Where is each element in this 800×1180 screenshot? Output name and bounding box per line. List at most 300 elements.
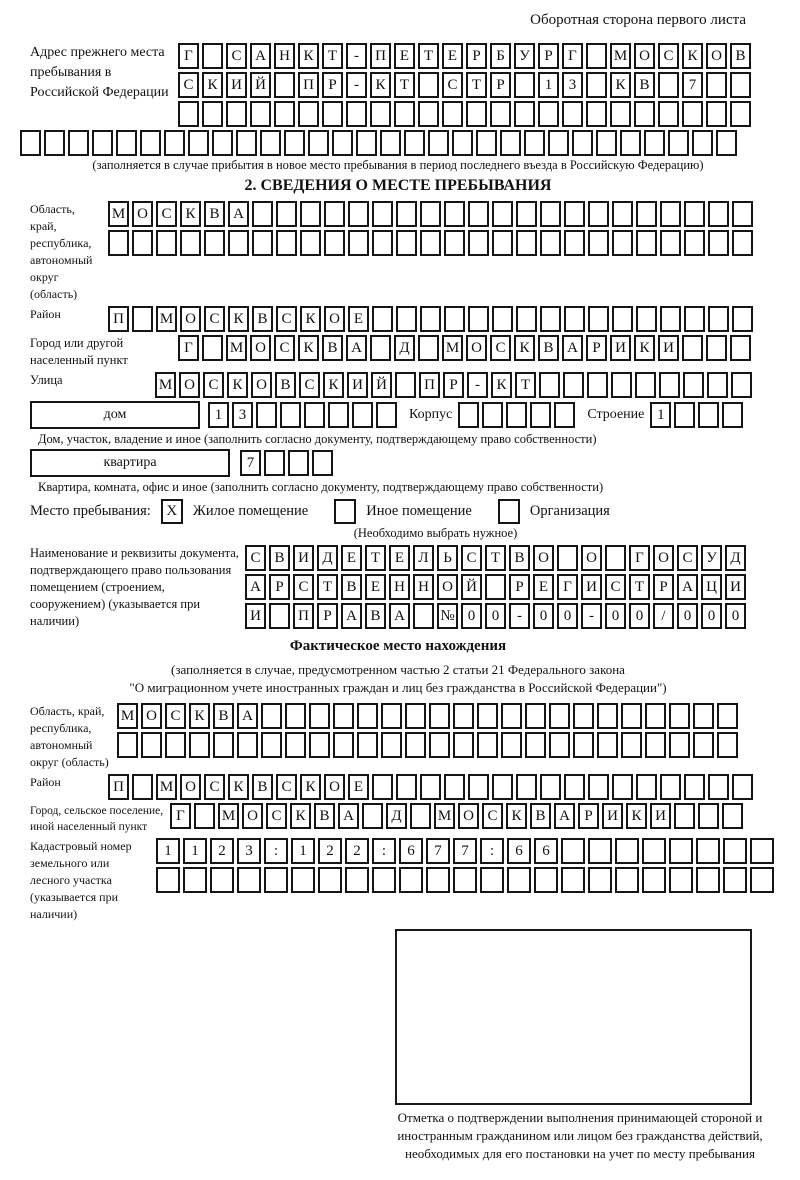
char-cell[interactable] xyxy=(372,230,393,256)
char-cell[interactable] xyxy=(645,732,666,758)
char-cell[interactable]: С xyxy=(266,803,287,829)
char-cell[interactable] xyxy=(372,867,396,893)
char-cell[interactable] xyxy=(372,306,393,332)
char-cell[interactable] xyxy=(540,230,561,256)
char-cell[interactable] xyxy=(706,72,727,98)
char-cell[interactable]: Е xyxy=(348,306,369,332)
char-cell[interactable] xyxy=(692,130,713,156)
char-cell[interactable]: П xyxy=(108,774,129,800)
char-cell[interactable] xyxy=(723,867,747,893)
char-cell[interactable] xyxy=(636,774,657,800)
char-cell[interactable]: О xyxy=(251,372,272,398)
char-cell[interactable]: В xyxy=(322,335,343,361)
char-cell[interactable] xyxy=(564,201,585,227)
char-cell[interactable]: И xyxy=(725,574,746,600)
char-cell[interactable]: Р xyxy=(578,803,599,829)
char-cell[interactable] xyxy=(357,732,378,758)
char-cell[interactable]: Г xyxy=(557,574,578,600)
char-cell[interactable] xyxy=(538,101,559,127)
stay-option-organization-checkbox[interactable] xyxy=(498,499,520,524)
char-cell[interactable]: В xyxy=(530,803,551,829)
char-cell[interactable] xyxy=(183,867,207,893)
char-cell[interactable] xyxy=(395,372,416,398)
char-cell[interactable] xyxy=(132,774,153,800)
char-cell[interactable] xyxy=(442,101,463,127)
char-cell[interactable]: С xyxy=(276,306,297,332)
char-cell[interactable] xyxy=(706,335,727,361)
char-cell[interactable]: 7 xyxy=(682,72,703,98)
char-cell[interactable]: 2 xyxy=(318,838,342,864)
char-cell[interactable] xyxy=(482,402,503,428)
char-cell[interactable]: Т xyxy=(394,72,415,98)
char-cell[interactable] xyxy=(534,867,558,893)
char-cell[interactable] xyxy=(188,130,209,156)
char-cell[interactable] xyxy=(256,402,277,428)
char-cell[interactable]: В xyxy=(634,72,655,98)
char-cell[interactable] xyxy=(304,402,325,428)
char-cell[interactable]: В xyxy=(252,774,273,800)
char-cell[interactable] xyxy=(750,867,774,893)
char-cell[interactable] xyxy=(530,402,551,428)
char-cell[interactable] xyxy=(237,732,258,758)
char-cell[interactable] xyxy=(396,774,417,800)
char-cell[interactable] xyxy=(410,803,431,829)
char-cell[interactable] xyxy=(539,372,560,398)
char-cell[interactable]: Е xyxy=(442,43,463,69)
char-cell[interactable]: Т xyxy=(466,72,487,98)
char-cell[interactable] xyxy=(682,335,703,361)
char-cell[interactable]: О xyxy=(132,201,153,227)
char-cell[interactable]: В xyxy=(341,574,362,600)
char-cell[interactable]: Д xyxy=(394,335,415,361)
char-cell[interactable]: Б xyxy=(490,43,511,69)
char-cell[interactable] xyxy=(318,867,342,893)
char-cell[interactable]: Е xyxy=(365,574,386,600)
char-cell[interactable] xyxy=(466,101,487,127)
char-cell[interactable]: А xyxy=(237,703,258,729)
char-cell[interactable] xyxy=(420,230,441,256)
char-cell[interactable] xyxy=(108,230,129,256)
char-cell[interactable]: П xyxy=(419,372,440,398)
char-cell[interactable]: К xyxy=(189,703,210,729)
char-cell[interactable] xyxy=(708,230,729,256)
char-cell[interactable] xyxy=(285,732,306,758)
char-cell[interactable]: 6 xyxy=(399,838,423,864)
char-cell[interactable]: Т xyxy=(515,372,536,398)
char-cell[interactable]: С xyxy=(274,335,295,361)
char-cell[interactable] xyxy=(237,867,261,893)
char-cell[interactable] xyxy=(490,101,511,127)
char-cell[interactable]: 3 xyxy=(562,72,583,98)
char-cell[interactable] xyxy=(210,867,234,893)
char-cell[interactable]: С xyxy=(299,372,320,398)
char-cell[interactable] xyxy=(476,130,497,156)
char-cell[interactable] xyxy=(269,603,290,629)
char-cell[interactable] xyxy=(597,703,618,729)
char-cell[interactable] xyxy=(501,732,522,758)
char-cell[interactable] xyxy=(264,450,285,476)
char-cell[interactable]: К xyxy=(228,774,249,800)
char-cell[interactable] xyxy=(730,72,751,98)
char-cell[interactable]: О xyxy=(706,43,727,69)
char-cell[interactable] xyxy=(548,130,569,156)
char-cell[interactable] xyxy=(564,774,585,800)
char-cell[interactable]: Д xyxy=(317,545,338,571)
char-cell[interactable] xyxy=(660,201,681,227)
char-cell[interactable]: Р xyxy=(509,574,530,600)
char-cell[interactable] xyxy=(698,803,719,829)
char-cell[interactable] xyxy=(615,838,639,864)
char-cell[interactable] xyxy=(506,402,527,428)
char-cell[interactable]: С xyxy=(204,306,225,332)
char-cell[interactable] xyxy=(588,230,609,256)
char-cell[interactable]: А xyxy=(341,603,362,629)
char-cell[interactable]: К xyxy=(180,201,201,227)
char-cell[interactable] xyxy=(717,703,738,729)
char-cell[interactable]: И xyxy=(293,545,314,571)
char-cell[interactable] xyxy=(572,130,593,156)
char-cell[interactable]: С xyxy=(226,43,247,69)
char-cell[interactable]: О xyxy=(634,43,655,69)
char-cell[interactable]: № xyxy=(437,603,458,629)
char-cell[interactable] xyxy=(730,335,751,361)
char-cell[interactable] xyxy=(492,306,513,332)
char-cell[interactable] xyxy=(698,402,719,428)
char-cell[interactable]: М xyxy=(442,335,463,361)
char-cell[interactable]: 0 xyxy=(605,603,626,629)
char-cell[interactable] xyxy=(357,703,378,729)
char-cell[interactable]: Г xyxy=(629,545,650,571)
char-cell[interactable] xyxy=(312,450,333,476)
char-cell[interactable]: О xyxy=(242,803,263,829)
char-cell[interactable]: О xyxy=(458,803,479,829)
char-cell[interactable] xyxy=(612,774,633,800)
char-cell[interactable]: А xyxy=(562,335,583,361)
char-cell[interactable]: Н xyxy=(413,574,434,600)
char-cell[interactable]: 1 xyxy=(183,838,207,864)
char-cell[interactable]: В xyxy=(365,603,386,629)
char-cell[interactable]: Й xyxy=(371,372,392,398)
char-cell[interactable] xyxy=(228,230,249,256)
char-cell[interactable] xyxy=(514,72,535,98)
char-cell[interactable]: С xyxy=(178,72,199,98)
char-cell[interactable]: 2 xyxy=(345,838,369,864)
char-cell[interactable] xyxy=(250,101,271,127)
char-cell[interactable]: М xyxy=(155,372,176,398)
char-cell[interactable]: И xyxy=(245,603,266,629)
char-cell[interactable] xyxy=(453,732,474,758)
char-cell[interactable] xyxy=(236,130,257,156)
char-cell[interactable] xyxy=(324,201,345,227)
char-cell[interactable] xyxy=(516,774,537,800)
char-cell[interactable]: О xyxy=(250,335,271,361)
char-cell[interactable] xyxy=(587,372,608,398)
char-cell[interactable]: 3 xyxy=(237,838,261,864)
char-cell[interactable] xyxy=(485,574,506,600)
char-cell[interactable]: С xyxy=(203,372,224,398)
char-cell[interactable] xyxy=(324,230,345,256)
char-cell[interactable]: О xyxy=(180,774,201,800)
char-cell[interactable] xyxy=(348,201,369,227)
char-cell[interactable]: 1 xyxy=(208,402,229,428)
char-cell[interactable]: О xyxy=(653,545,674,571)
char-cell[interactable]: К xyxy=(227,372,248,398)
char-cell[interactable] xyxy=(288,450,309,476)
char-cell[interactable]: Т xyxy=(365,545,386,571)
char-cell[interactable] xyxy=(525,703,546,729)
char-cell[interactable]: К xyxy=(202,72,223,98)
char-cell[interactable] xyxy=(597,732,618,758)
char-cell[interactable]: А xyxy=(338,803,359,829)
char-cell[interactable] xyxy=(352,402,373,428)
char-cell[interactable] xyxy=(477,732,498,758)
char-cell[interactable]: С xyxy=(658,43,679,69)
char-cell[interactable]: М xyxy=(218,803,239,829)
char-cell[interactable] xyxy=(525,732,546,758)
char-cell[interactable]: Е xyxy=(348,774,369,800)
char-cell[interactable] xyxy=(274,101,295,127)
char-cell[interactable] xyxy=(420,306,441,332)
char-cell[interactable]: М xyxy=(610,43,631,69)
char-cell[interactable]: Г xyxy=(178,43,199,69)
char-cell[interactable] xyxy=(291,867,315,893)
char-cell[interactable]: 0 xyxy=(629,603,650,629)
char-cell[interactable]: А xyxy=(554,803,575,829)
char-cell[interactable]: - xyxy=(509,603,530,629)
char-cell[interactable] xyxy=(684,774,705,800)
char-cell[interactable] xyxy=(683,372,704,398)
char-cell[interactable] xyxy=(381,703,402,729)
char-cell[interactable]: В xyxy=(252,306,273,332)
char-cell[interactable] xyxy=(468,201,489,227)
char-cell[interactable] xyxy=(596,130,617,156)
char-cell[interactable] xyxy=(252,201,273,227)
char-cell[interactable]: П xyxy=(370,43,391,69)
char-cell[interactable] xyxy=(612,230,633,256)
char-cell[interactable]: Ц xyxy=(701,574,722,600)
char-cell[interactable]: С xyxy=(490,335,511,361)
char-cell[interactable] xyxy=(634,101,655,127)
char-cell[interactable]: : xyxy=(480,838,504,864)
char-cell[interactable]: Л xyxy=(413,545,434,571)
char-cell[interactable]: У xyxy=(514,43,535,69)
char-cell[interactable]: С xyxy=(442,72,463,98)
char-cell[interactable] xyxy=(561,838,585,864)
char-cell[interactable] xyxy=(706,101,727,127)
char-cell[interactable]: К xyxy=(682,43,703,69)
char-cell[interactable] xyxy=(452,130,473,156)
char-cell[interactable] xyxy=(285,703,306,729)
char-cell[interactable] xyxy=(356,130,377,156)
char-cell[interactable] xyxy=(396,306,417,332)
char-cell[interactable] xyxy=(730,101,751,127)
char-cell[interactable] xyxy=(308,130,329,156)
char-cell[interactable] xyxy=(468,306,489,332)
char-cell[interactable]: И xyxy=(226,72,247,98)
char-cell[interactable]: 0 xyxy=(677,603,698,629)
char-cell[interactable]: С xyxy=(156,201,177,227)
char-cell[interactable] xyxy=(562,101,583,127)
char-cell[interactable]: С xyxy=(276,774,297,800)
char-cell[interactable] xyxy=(605,545,626,571)
char-cell[interactable] xyxy=(636,230,657,256)
char-cell[interactable] xyxy=(644,130,665,156)
char-cell[interactable]: М xyxy=(434,803,455,829)
char-cell[interactable]: 6 xyxy=(507,838,531,864)
char-cell[interactable] xyxy=(180,230,201,256)
char-cell[interactable]: 0 xyxy=(461,603,482,629)
char-cell[interactable]: К xyxy=(370,72,391,98)
char-cell[interactable] xyxy=(202,43,223,69)
char-cell[interactable] xyxy=(668,130,689,156)
char-cell[interactable] xyxy=(620,130,641,156)
char-cell[interactable] xyxy=(68,130,89,156)
char-cell[interactable] xyxy=(722,402,743,428)
char-cell[interactable] xyxy=(557,545,578,571)
char-cell[interactable] xyxy=(156,867,180,893)
char-cell[interactable] xyxy=(322,101,343,127)
char-cell[interactable] xyxy=(212,130,233,156)
char-cell[interactable] xyxy=(444,306,465,332)
char-cell[interactable]: В xyxy=(275,372,296,398)
char-cell[interactable]: Р xyxy=(538,43,559,69)
char-cell[interactable] xyxy=(658,101,679,127)
char-cell[interactable] xyxy=(492,774,513,800)
char-cell[interactable] xyxy=(260,130,281,156)
char-cell[interactable] xyxy=(458,402,479,428)
char-cell[interactable] xyxy=(132,306,153,332)
char-cell[interactable]: И xyxy=(610,335,631,361)
char-cell[interactable]: К xyxy=(506,803,527,829)
char-cell[interactable]: О xyxy=(179,372,200,398)
char-cell[interactable] xyxy=(516,230,537,256)
char-cell[interactable] xyxy=(164,130,185,156)
char-cell[interactable]: В xyxy=(730,43,751,69)
char-cell[interactable]: Е xyxy=(341,545,362,571)
char-cell[interactable] xyxy=(586,43,607,69)
char-cell[interactable] xyxy=(612,201,633,227)
char-cell[interactable] xyxy=(492,201,513,227)
char-cell[interactable]: С xyxy=(482,803,503,829)
char-cell[interactable]: К xyxy=(300,306,321,332)
char-cell[interactable] xyxy=(189,732,210,758)
char-cell[interactable] xyxy=(381,732,402,758)
char-cell[interactable] xyxy=(418,335,439,361)
char-cell[interactable] xyxy=(276,201,297,227)
char-cell[interactable] xyxy=(399,867,423,893)
char-cell[interactable]: Г xyxy=(170,803,191,829)
char-cell[interactable] xyxy=(674,803,695,829)
char-cell[interactable]: 1 xyxy=(156,838,180,864)
char-cell[interactable]: С xyxy=(677,545,698,571)
char-cell[interactable] xyxy=(300,230,321,256)
char-cell[interactable] xyxy=(516,201,537,227)
char-cell[interactable]: П xyxy=(108,306,129,332)
char-cell[interactable] xyxy=(540,201,561,227)
char-cell[interactable]: 0 xyxy=(557,603,578,629)
char-cell[interactable] xyxy=(372,201,393,227)
char-cell[interactable]: Т xyxy=(485,545,506,571)
char-cell[interactable] xyxy=(563,372,584,398)
char-cell[interactable] xyxy=(588,838,612,864)
char-cell[interactable]: - xyxy=(346,72,367,98)
char-cell[interactable]: О xyxy=(324,306,345,332)
char-cell[interactable]: С xyxy=(605,574,626,600)
char-cell[interactable]: А xyxy=(346,335,367,361)
char-cell[interactable] xyxy=(684,201,705,227)
char-cell[interactable]: Р xyxy=(586,335,607,361)
char-cell[interactable]: Г xyxy=(178,335,199,361)
char-cell[interactable]: А xyxy=(228,201,249,227)
char-cell[interactable] xyxy=(444,774,465,800)
char-cell[interactable]: / xyxy=(653,603,674,629)
char-cell[interactable]: К xyxy=(491,372,512,398)
char-cell[interactable]: К xyxy=(228,306,249,332)
char-cell[interactable]: О xyxy=(533,545,554,571)
char-cell[interactable] xyxy=(132,230,153,256)
char-cell[interactable] xyxy=(642,838,666,864)
char-cell[interactable] xyxy=(586,72,607,98)
char-cell[interactable]: С xyxy=(293,574,314,600)
char-cell[interactable]: И xyxy=(347,372,368,398)
char-cell[interactable]: Е xyxy=(394,43,415,69)
char-cell[interactable] xyxy=(468,774,489,800)
char-cell[interactable]: Е xyxy=(533,574,554,600)
char-cell[interactable]: В xyxy=(269,545,290,571)
char-cell[interactable] xyxy=(501,703,522,729)
char-cell[interactable] xyxy=(261,732,282,758)
char-cell[interactable]: 1 xyxy=(650,402,671,428)
char-cell[interactable]: А xyxy=(245,574,266,600)
char-cell[interactable] xyxy=(635,372,656,398)
stay-option-residential-checkbox[interactable]: X xyxy=(161,499,183,524)
char-cell[interactable] xyxy=(514,101,535,127)
char-cell[interactable] xyxy=(732,306,753,332)
char-cell[interactable] xyxy=(426,867,450,893)
char-cell[interactable] xyxy=(636,306,657,332)
char-cell[interactable] xyxy=(394,101,415,127)
char-cell[interactable] xyxy=(573,703,594,729)
char-cell[interactable] xyxy=(717,732,738,758)
char-cell[interactable] xyxy=(333,703,354,729)
char-cell[interactable] xyxy=(396,230,417,256)
char-cell[interactable] xyxy=(453,867,477,893)
char-cell[interactable]: Р xyxy=(269,574,290,600)
char-cell[interactable]: О xyxy=(581,545,602,571)
stay-option-other-checkbox[interactable] xyxy=(334,499,356,524)
char-cell[interactable] xyxy=(300,201,321,227)
char-cell[interactable]: Т xyxy=(629,574,650,600)
char-cell[interactable]: А xyxy=(677,574,698,600)
char-cell[interactable] xyxy=(708,201,729,227)
char-cell[interactable]: 0 xyxy=(533,603,554,629)
char-cell[interactable]: С xyxy=(165,703,186,729)
char-cell[interactable] xyxy=(615,867,639,893)
char-cell[interactable] xyxy=(669,838,693,864)
char-cell[interactable] xyxy=(610,101,631,127)
char-cell[interactable] xyxy=(660,230,681,256)
char-cell[interactable] xyxy=(750,838,774,864)
char-cell[interactable]: П xyxy=(293,603,314,629)
char-cell[interactable] xyxy=(684,230,705,256)
char-cell[interactable] xyxy=(428,130,449,156)
char-cell[interactable] xyxy=(611,372,632,398)
char-cell[interactable] xyxy=(682,101,703,127)
char-cell[interactable] xyxy=(376,402,397,428)
char-cell[interactable] xyxy=(621,703,642,729)
char-cell[interactable]: С xyxy=(461,545,482,571)
char-cell[interactable] xyxy=(684,306,705,332)
